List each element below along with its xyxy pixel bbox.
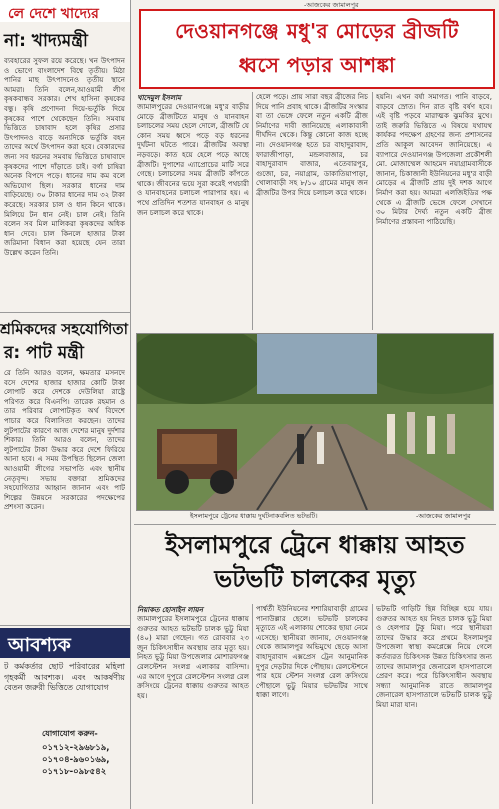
left-top-headline-box [0,0,130,22]
story1-headline-line1: দেওয়ানগঞ্জে মধু'র মোড়ের ব্রীজটি [175,19,459,43]
photo-caption: ইসলামপুরে ট্রেনের ধাক্কায় দুর্ঘটনাকবলিত ভটভটি। [190,512,318,520]
accident-photo-image [137,334,493,510]
story1-headline-line2: ধ্বসে পড়ার আশঙ্কা [238,53,396,77]
ad-phone: ০১৭০৪-৯৬০১৬৯, [42,755,110,765]
ad-contact-label: যোগাযোগ করুন- [42,729,98,738]
story2-col3: ভটভটি গাড়িটি ছিন্ন বিচ্ছিন্ন হয়ে যায়। গুরুতর আহত হয় নিহত চালক ভুট্টু মিয়া ও হেলপার টুকু মিয়া। পরে স্থানীয়রা তাদের উদ্ধার করে প্রথমে ইসলামপুর উপজেলা স্বাস্থ্য কমপ্লেক্সে নিয়ে গেলে কর্তব্যরত চিকিৎসক উন্নত চিকিৎসার জন্য তাদের জামালপুর জেনারেল হাসপাতালে প্রেরণ করে। পরে চিকিৎসাধীন অবস্থায় সন্ধ্যা আনুমানিক রাতে জামালপুর জেনারেল হাসপাতালে ভটভটি চালক ভুট্টু মিয়া মারা যান। [376,604,492,709]
left-article-body: ব্যবহারের সুফল রয়ে করেছে। খন উৎপাদন ও ভোগে বাংলাদেশ বিশ্বে তৃতীয়। মিঠা পানির মাছ উৎপাদনেও তৃতীয় স্থানে আমরা। তিনি বলেন,আওয়ামী লীগ কৃষকবান্ধব সরকার। শেখ হাসিনা কৃষকের বন্ধু। কৃষি প্রণোদনা দিয়ে-ভর্তুকি দিয়ে কৃষকের পাশে থেকেছেন তিনি। সমবায় ভিত্তিতে চাষাবাদ হলে কৃষির প্রসার উৎপাদনও বাড়ে অন্যদিকে ভর্তুকি বহন তাদের অর্থে উৎপাদন করা হবে। বেকারদের জন্য সব ধরনের সমবায় ভিত্তিতে চাষাবাদে কৃষকদের পাশে দাঁড়াতে চাই। বর্গা চাষিরা অনেক বিপদে পড়ে। ধানের দাম কম বলে অভিযোগ ছিল। সরকার ধানের দাম বাড়িয়েছে। ৩০ টাকার ধানের দাম ৩২ টাকা করেছে। সরকার চাল ও ধান কিনে থাকে। মিলিয়ে টন ধান নেই। চাল নেই। তিনি বলেন সব মিল মালিকরা কৃষকদের অধিক ধান দেবে। চাল কিনলে হাজার টাকা জরিমানা বিধান করা হয়েছে যেন তারা উল্লেখ করেন তিনি। [4,56,125,257]
ad-phone: ০১৭১৮-০৯৮৫৪২ [42,767,107,777]
ad-body: ট কর্মকর্তার ছোট পরিবারের মহিলা গৃহকর্মী আবশ্যক। এবং আকর্ষণীয় বেতন জরুরী ভিত্তিতে যোগাযোগ [4,662,125,692]
left-column [0,0,131,809]
left-top-headline: লে দেশে খাদ্যের [8,6,99,22]
story1-col3: হয়নি। এখন বর্ষা সমাগত। পানি বাড়বে, বাড়বে স্রোত। দিন রাত বৃষ্টি বর্ষণ হবে। এই বৃষ্টি পড়বে মারাত্মক ঝুমকির মুখে। তাই জরুরি ভিত্তিতে এ বিষয়ে যথাযথ কার্যকর পদক্ষেপ গ্রহণের জন্য প্রশাসনের প্রতি আকুল আবেদন জানিয়েছে। এ ব্যাপারে দেওয়ানগঞ্জ উপজেলা প্রকৌশলী মো. মোজাম্মেল আহমেদ নয়াগ্রামবাসীকে জানান, চিকাজানী ইউনিয়নের মধু'র বাড়ী মোড়ের এ ব্রীজটি প্রায় দুই দশক আগে নির্মাণ করা হয়। আমরা এলজিইডির পক্ষ থেকে এ ব্রীজটি ভেঙ্গে ফেলে সেখানে ৩০ মিটার দৈর্ঘ্য নতুন একটি ব্রীজ নির্মাণের প্রস্তাবনা পাঠিয়েছি। [376,92,492,226]
story1-byline: খাদেমুল ইসলাম [137,94,182,102]
story2-col2: পার্শ্বর্তী ইউনিয়নের শশারিয়াবাড়ী গ্রামের পানাউল্লার ছেলে। ভটভটি চালকের মৃত্যুতে এই এলাকায় শোকের ছায়া নেমে এসেছে। স্থানীয়রা জানায়, দেওয়ানগঞ্জ থেকে জামালপুর অভিমুখে ছেড়ে আসা বাহাদুরাবাদ এক্সপ্রেস ট্রেন আনুমানিক দুপুর দেড়টার দিকে পৌছায়। রেলস্টেশনে পার হয়ে স্টেশন সংলগ্ন রেল ক্রসিংয়ে পৌছালে ভুট্টু মিয়ার ভটভটির সাথে ধাক্কা লাগে। [256,604,368,700]
ad-phone: ০১৭১২-২৯৬৮১৯, [42,743,110,753]
story2-col1: জামালপুরের ইসলামপুরে ট্রেনের ধাক্কায় গুরুতর আহত ভটভটি চালক ভুট্টু মিয়া (৪০) মারা গেছেন। গত রোববার ২৩ জুন চিকিৎসাধীন অবস্থায় তার মৃত্যু হয়। নিহত ভুট্টু মিয়া উপজেলার মোশারফগঞ্জ রেলস্টেশন সংলগ্ন এলাকার বাসিন্দা। এর আগে দুপুরে রেলস্টেশন সংলগ্ন রেল ক্রসিংয়ে ট্রেনের ধাক্কায় গুরুতর আহত হয়। [137,614,249,700]
ad-phones [42,742,110,778]
accident-photo [136,333,494,511]
story1-headline-box [139,9,495,89]
story2-headline-line2: ভটভটি চালকের মৃত্যু [214,565,416,593]
story2-byline: নিয়াকত হোসাইন লায়ন [137,606,203,614]
left-mid-headline-2: র: পাট মন্ত্রী [4,343,84,363]
photo-credit: -আজকের জামালপুর [416,512,471,520]
story2-headline-line1: ইসলামপুরে ট্রেনে ধাক্কায় আহত [165,531,465,559]
ad-title: আবশ্যক [8,634,71,656]
story1-col2: হেলে পড়ে। প্রায় সারা বছর ব্রীজের নিচ দিয়ে পানি প্রবাহ থাকে। ব্রীজটির সংস্কার বা তা ভেঙ্গে ফেলে নতুন একটি ব্রীজ নির্মাণের দাবী জানিয়েছে এলাকাবাসী দীর্ঘদিন থেকে। কিন্তু কোনো কাজ হচ্ছে না। দেওয়ানগঞ্জ হতে চর বাহাদুরাবাদ, ফারাজীপাড়া, মন্ডলবাজার, চর বাহাদুরাবাদ বাজার, এতেবারপুর, গুজো, চর, নয়াগ্রাম, ডাকাতিয়াপাড়া, খোলাবাড়ী সহ ৮/১০ গ্রামের মানুষ জন ব্রীজটির উপর দিয়ে চলাচল করে থাকে। [256,92,368,197]
story1-col1: জামালপুরের দেওয়ানগঞ্জে মধু'র বাড়ীর মোড়ে ব্রীজটিতে মানুষ ও যানবাহন চলাচলের সময় হেলে দোলে, ব্রীজটি যে কোন সময় ধ্বসে পড়ে বড় ধরনের দুর্ঘটনা ঘটতে পারে। ব্রীজটির অবস্থা নড়বড়ে। কাত হয়ে হেলে পড়ে আছে ব্রীজটি। দুপাশের এ্যাপ্রোচের মাটি সরে গেছে। চলাচলের সময় ব্রীজটি কাঁপতে থাকে। জীবনের ভয়ে সুরা করেই পথচারী ও যানবাহনের চলাচল পারাপার হয়। এ পথে প্রতিদিন শতশত যানবাহন ও মানুষ জন চলাচল করে থাকে। [137,102,249,217]
left-mid-headline: শ্রমিকদের সহযোগিতা [0,320,128,338]
ad-title-bar [0,628,130,658]
left-article-body-2: রে তিনি আরও বলেন, ক্ষমতার মসনদে বসে দেশের হাজার হাজার কোটি টাকা লোপাট করে দেশকে দেউলিয়া রাষ্ট্রে পরিণত করে বিএনপি। তারেক রহমান ও তার পরিবার লোপাটকৃত অর্থ বিদেশে পাচার করে বিলাসিতা করছেন। তাদের লুটপাটের কারণে আজ দেশের মানুষ দুর্দশার শিকার। তিনি আরও বলেন, তাদের লুটপাটের টাকা উদ্ধার করে দেশে ফিরিয়ে আনা হবে। এ সময় উপস্থিত ছিলেন জেলা আওয়ামী লীগের সভাপতি এবং স্থানীয় নেতৃবৃন্দ। সভায় বক্তারা শ্রমিকদের সহযোগিতার আহ্বান জানান এবং পাট শিল্পের উন্নয়নে সরকারের পদক্ষেপের প্রশংসা করেন। [4,368,125,512]
left-headline-2: না: খাদ্যমন্ত্রী [4,31,88,51]
top-photo-credit: -আজকের জামালপুর [304,1,359,9]
